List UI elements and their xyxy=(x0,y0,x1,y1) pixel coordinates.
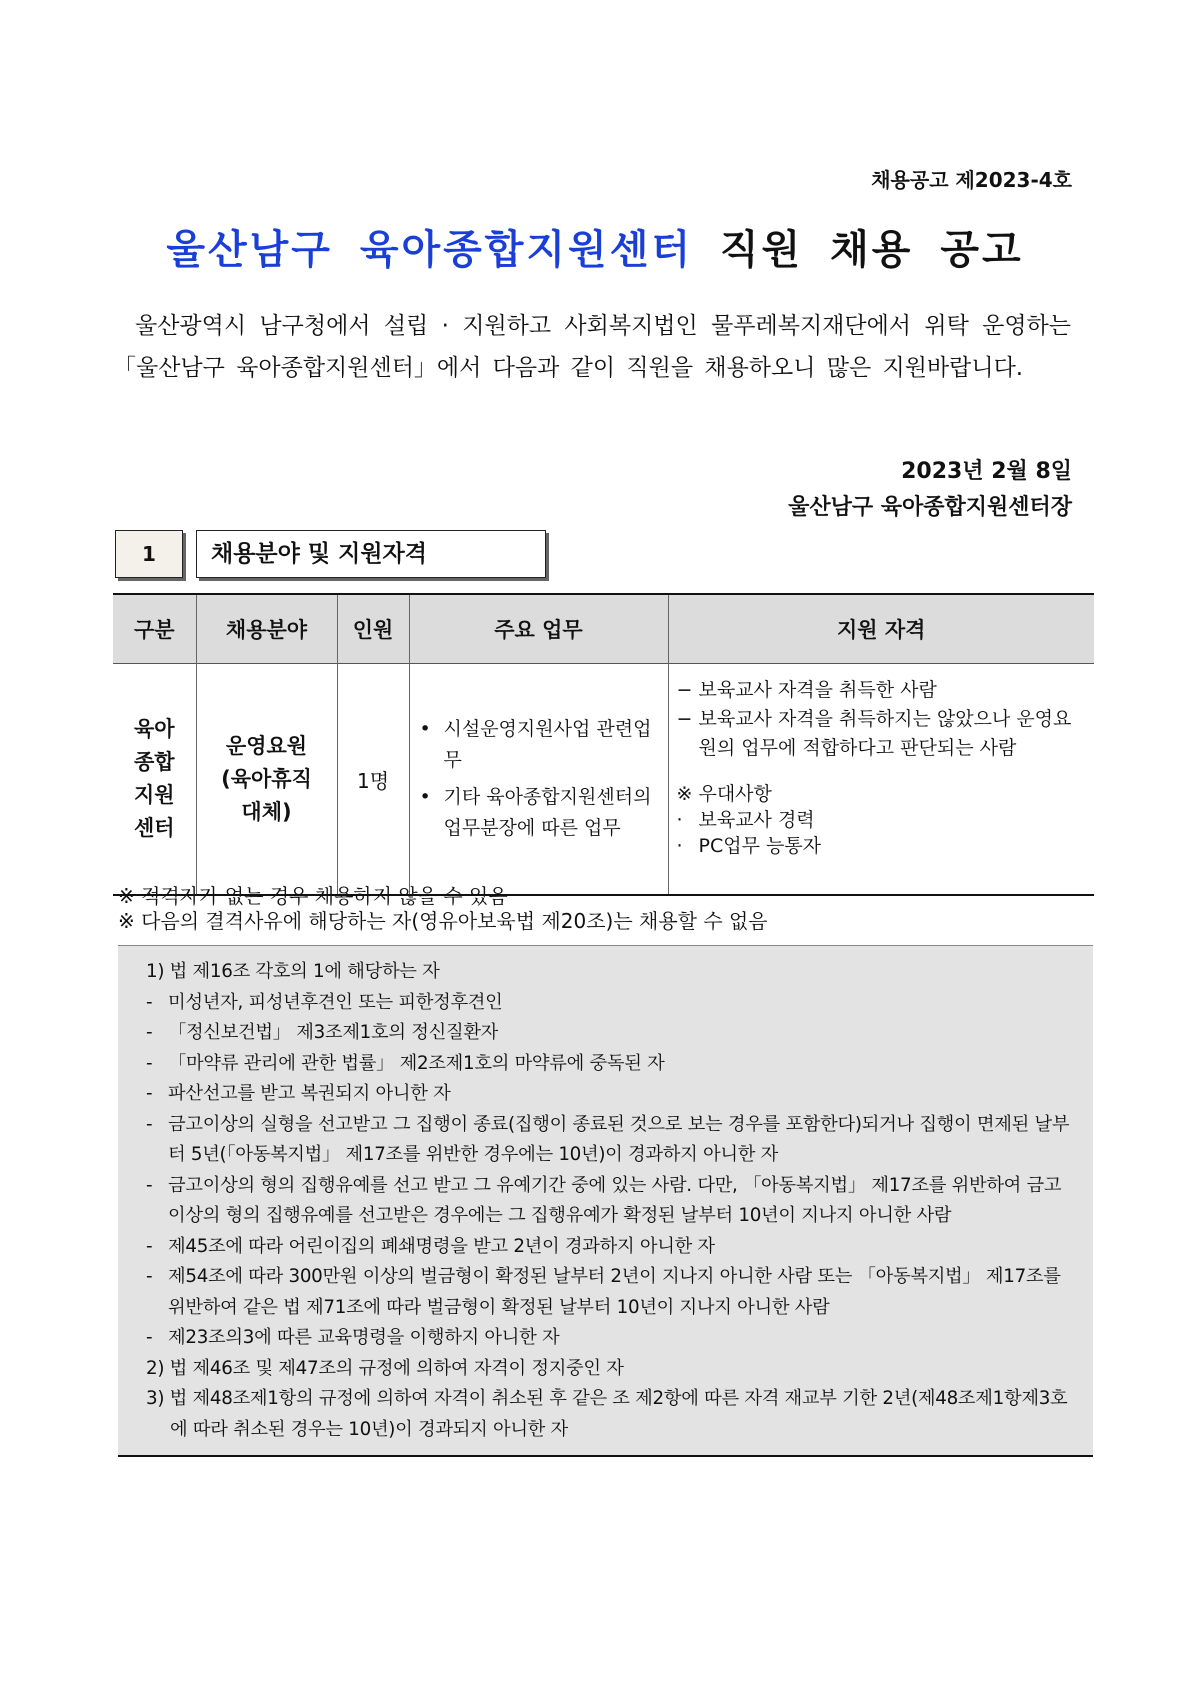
preference-text: PC업무 능통자 xyxy=(698,835,822,857)
list-item xyxy=(146,1171,1079,1232)
dash-icon: − xyxy=(676,708,693,730)
preference-item xyxy=(677,833,1089,859)
dash-icon: - xyxy=(146,1113,153,1135)
category-line: 육아 xyxy=(133,717,175,741)
date-block xyxy=(788,454,1072,526)
header-field: 채용분야 xyxy=(196,594,337,664)
preference-text: 보육교사 경력 xyxy=(698,809,815,831)
category-line: 종합 xyxy=(133,750,175,774)
list-item xyxy=(146,988,1079,1019)
duty-item xyxy=(420,714,667,776)
list-item xyxy=(146,1232,1079,1263)
note-item: ※ 다음의 결격사유에 해당하는 자(영유아보육법 제20조)는 채용할 수 없음 xyxy=(118,909,768,933)
header-duties: 주요 업무 xyxy=(409,594,668,664)
title-center-name: 울산남구 육아종합지원센터 xyxy=(166,227,693,273)
dash-icon: - xyxy=(146,1174,153,1196)
section-title: 채용분야 및 지원자격 xyxy=(196,530,546,578)
dash-icon: - xyxy=(146,1052,153,1074)
list-item-text: 금고이상의 실형을 선고받고 그 집행이 종료(집행이 종료된 것으로 보는 경우를 포함한다)되거나 집행이 면제된 날부터 5년(「아동복지법」 제17조를 위반한 경우에는 10년)이 경과하지 아니한 자 xyxy=(168,1113,1070,1165)
dash-icon: - xyxy=(146,1266,153,1287)
preference-title: ※ 우대사항 xyxy=(676,783,772,805)
field-line: 대체) xyxy=(241,799,292,824)
field-line: 운영요원 xyxy=(225,733,308,758)
note-item: ※ 적격자가 없는 경우 채용하지 않을 수 있음 xyxy=(118,884,508,908)
issuer-name: 울산남구 육아종합지원센터장 xyxy=(788,495,1072,520)
qualification-text: 보육교사 자격을 취득하지는 않았으나 운영요원의 업무에 적합하다고 판단되는 사람 xyxy=(698,708,1072,759)
list-item-text: 미성년자, 피성년후견인 또는 피한정후견인 xyxy=(168,991,503,1013)
preference-item xyxy=(677,807,1089,833)
category-line: 센터 xyxy=(133,816,175,840)
disqualification-item-3: 3) 법 제48조제1항의 규정에 의하여 자격이 취소된 후 같은 조 제2항에 따른 자격 재교부 기한 2년(제48조제1항제3호에 따라 취소된 경우는 10년)이 경과되지 아니한 자 xyxy=(146,1388,1068,1440)
dash-icon: - xyxy=(146,991,153,1013)
disqualification-box xyxy=(118,945,1093,1457)
header-category: 구분 xyxy=(113,594,196,664)
announcement-number: 채용공고 제2023-4호 xyxy=(871,168,1072,192)
dash-icon: - xyxy=(146,1327,153,1348)
qualification-text: 보육교사 자격을 취득한 사람 xyxy=(698,679,937,701)
field-cell xyxy=(196,664,337,896)
list-item-text: 제23조의3에 따른 교육명령을 이행하지 아니한 자 xyxy=(168,1327,560,1348)
count-cell: 1명 xyxy=(337,664,409,896)
duty-item xyxy=(420,782,667,844)
category-line: 지원 xyxy=(133,783,175,807)
duty-text: 기타 육아종합지원센터의 업무분장에 따른 업무 xyxy=(443,786,652,839)
disqualification-item-2: 2) 법 제46조 및 제47조의 규정에 의하여 자격이 정지중인 자 xyxy=(146,1357,624,1379)
header-qualifications: 지원 자격 xyxy=(668,594,1094,664)
table-header-row xyxy=(113,594,1094,664)
bullet-icon: • xyxy=(419,786,431,808)
list-item xyxy=(146,1323,1079,1354)
list-item-text: 「마약류 관리에 관한 법률」 제2조제1호의 마약류에 중독된 자 xyxy=(168,1052,665,1074)
field-line: (육아휴직 xyxy=(221,766,312,791)
dash-icon: − xyxy=(676,679,693,701)
section-number: 1 xyxy=(115,530,183,578)
list-item xyxy=(146,1262,1079,1323)
header-count: 인원 xyxy=(337,594,409,664)
table-row xyxy=(113,664,1094,896)
list-item-text: 파산선고를 받고 복권되지 아니한 자 xyxy=(168,1083,451,1104)
recruitment-table xyxy=(113,593,1094,896)
list-item xyxy=(146,1110,1079,1171)
intro-text: 울산광역시 남구청에서 설립 · 지원하고 사회복지법인 물푸레복지재단에서 위탁 운영하는 「울산남구 육아종합지원센터」에서 다음과 같이 직원을 채용하오니 많은 지원바랍니다. xyxy=(113,313,1071,381)
list-item-text: 제54조에 따라 300만원 이상의 벌금형이 확정된 날부터 2년이 지나지 아니한 사람 또는 「아동복지법」 제17조를 위반하여 같은 법 제71조에 따라 벌금형이 확정된 날부터 10년이 지나지 아니한 사람 xyxy=(168,1266,1061,1318)
duty-text: 시설운영지원사업 관련업무 xyxy=(443,718,652,771)
dash-icon: - xyxy=(146,1022,153,1043)
dash-icon: - xyxy=(146,1083,153,1104)
duties-cell xyxy=(409,664,668,896)
title-suffix: 직원 채용 공고 xyxy=(719,227,1024,273)
list-item xyxy=(146,1079,1079,1110)
dot-icon: · xyxy=(676,809,683,831)
list-item xyxy=(146,1018,1079,1049)
list-item-text: 「정신보건법」 제3조제1호의 정신질환자 xyxy=(168,1022,499,1043)
dash-icon: - xyxy=(146,1235,153,1257)
notes xyxy=(118,884,768,934)
intro-paragraph xyxy=(113,305,1071,389)
list-item-text: 제45조에 따라 어린이집의 폐쇄명령을 받고 2년이 경과하지 아니한 자 xyxy=(168,1235,715,1257)
list-item xyxy=(146,1049,1079,1080)
category-cell xyxy=(113,664,196,896)
page-title xyxy=(0,218,1190,275)
dot-icon: · xyxy=(676,835,683,857)
qualifications-cell xyxy=(668,664,1094,896)
announcement-date: 2023년 2월 8일 xyxy=(901,459,1072,484)
list-item-text: 금고이상의 형의 집행유예를 선고 받고 그 유예기간 중에 있는 사람. 다만, 「아동복지법」 제17조를 위반하여 금고 이상의 형의 집행유예를 선고받은 경우에는 그 집행유예가 확정된 날부터 10년이 지나지 아니한 사람 xyxy=(168,1174,1062,1226)
qualification-item xyxy=(677,705,1089,763)
disqualification-item-1: 1) 법 제16조 각호의 1에 해당하는 자 xyxy=(146,961,440,982)
bullet-icon: • xyxy=(419,718,431,740)
qualification-item xyxy=(677,676,1089,705)
